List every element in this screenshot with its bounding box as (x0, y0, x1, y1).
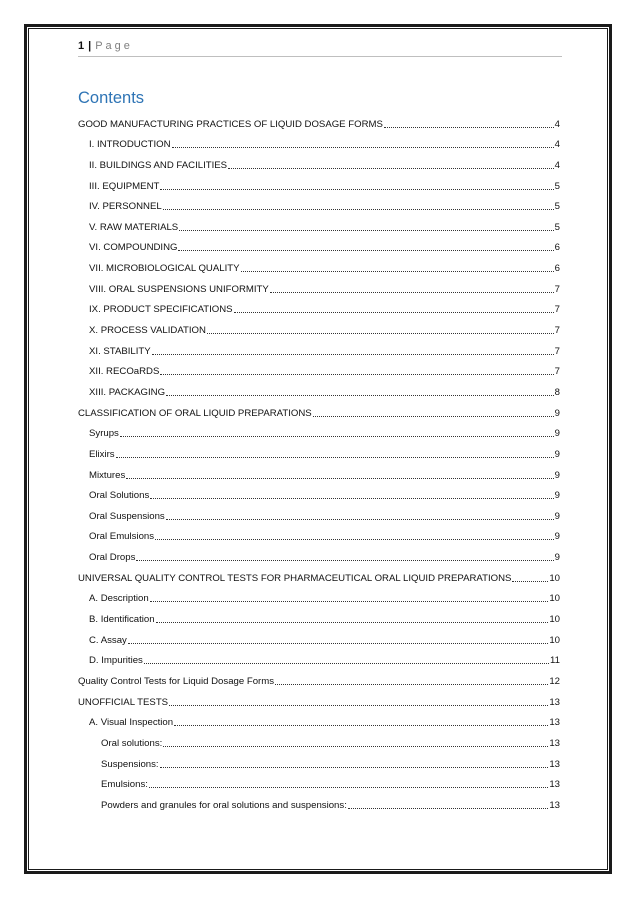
toc-dot-leader (179, 230, 553, 231)
toc-dot-leader (160, 767, 549, 768)
toc-entry-label[interactable]: Syrups (89, 428, 119, 440)
page-word: Page (95, 40, 133, 52)
toc-entry-page[interactable]: 7 (554, 366, 560, 378)
toc-entry[interactable] (78, 234, 560, 255)
toc-dot-leader (512, 581, 548, 582)
toc-entry[interactable] (78, 709, 560, 730)
toc-entry-page[interactable]: 13 (549, 779, 560, 791)
toc-entry-page[interactable]: 6 (554, 242, 560, 254)
toc-entry-page[interactable]: 4 (554, 139, 560, 151)
toc-entry-page[interactable]: 13 (549, 717, 560, 729)
toc-entry-label[interactable]: VII. MICROBIOLOGICAL QUALITY (89, 263, 240, 275)
toc-entry[interactable] (78, 378, 560, 399)
toc-entry-page[interactable]: 9 (554, 448, 560, 460)
toc-entry[interactable] (78, 502, 560, 523)
toc-entry[interactable] (78, 647, 560, 668)
toc-entry-label[interactable]: II. BUILDINGS AND FACILITIES (89, 159, 228, 171)
toc-entry[interactable] (78, 213, 560, 234)
toc-entry-page[interactable]: 9 (554, 552, 560, 564)
toc-dot-leader (120, 436, 554, 437)
toc-dot-leader (160, 189, 553, 190)
toc-entry-label[interactable]: UNIVERSAL QUALITY CONTROL TESTS FOR PHARMACEUTICAL ORAL LIQUID PREPARATIONS (78, 572, 512, 584)
toc-entry[interactable] (78, 482, 560, 503)
toc-dot-leader (144, 663, 549, 664)
toc-entry[interactable] (78, 440, 560, 461)
toc-entry-label[interactable]: XII. RECOaRDS (89, 366, 160, 378)
toc-entry-label[interactable]: V. RAW MATERIALS (89, 221, 179, 233)
toc-dot-leader (128, 643, 548, 644)
toc-entry-label[interactable]: D. Impurities (89, 655, 143, 667)
toc-entry[interactable] (78, 420, 560, 441)
toc-entry[interactable] (78, 543, 560, 564)
toc-dot-leader (163, 209, 554, 210)
toc-entry-label[interactable]: I. INTRODUCTION (89, 139, 171, 151)
toc-dot-leader (174, 725, 548, 726)
toc-entry[interactable] (78, 337, 560, 358)
toc-entry[interactable] (78, 461, 560, 482)
table-of-contents (78, 110, 560, 812)
toc-entry[interactable] (78, 771, 560, 792)
toc-entry-label[interactable]: VIII. ORAL SUSPENSIONS UNIFORMITY (89, 283, 269, 295)
toc-entry-page[interactable]: 10 (549, 572, 560, 584)
page-number: 1 (78, 40, 86, 52)
toc-entry-page[interactable]: 8 (554, 386, 560, 398)
toc-entry[interactable] (78, 131, 560, 152)
toc-entry-page[interactable]: 10 (549, 634, 560, 646)
toc-entry[interactable] (78, 564, 560, 585)
toc-entry-label[interactable]: GOOD MANUFACTURING PRACTICES OF LIQUID DOSAGE FORMS (78, 118, 383, 130)
toc-entry-page[interactable]: 9 (554, 469, 560, 481)
toc-entry-page[interactable]: 9 (554, 428, 560, 440)
toc-entry-label[interactable]: Elixirs (89, 448, 115, 460)
toc-entry-page[interactable]: 13 (549, 737, 560, 749)
toc-entry-page[interactable]: 9 (554, 407, 560, 419)
toc-entry[interactable] (78, 193, 560, 214)
toc-dot-leader (270, 292, 554, 293)
toc-entry-label[interactable]: Powders and granules for oral solutions and suspensions: (101, 799, 347, 811)
toc-entry[interactable] (78, 626, 560, 647)
toc-entry-label[interactable]: A. Description (89, 593, 149, 605)
toc-entry[interactable] (78, 688, 560, 709)
toc-entry-label[interactable]: B. Identification (89, 614, 155, 626)
toc-entry-label[interactable]: C. Assay (89, 634, 127, 646)
toc-entry-page[interactable]: 4 (554, 118, 560, 130)
toc-entry-page[interactable]: 7 (554, 283, 560, 295)
toc-entry[interactable] (78, 275, 560, 296)
toc-dot-leader (136, 560, 553, 561)
toc-dot-leader (160, 374, 553, 375)
toc-entry-label[interactable]: Oral Drops (89, 552, 136, 564)
toc-entry-label[interactable]: VI. COMPOUNDING (89, 242, 178, 254)
toc-entry-label[interactable]: Oral solutions: (101, 737, 163, 749)
toc-entry[interactable] (78, 316, 560, 337)
toc-entry-label[interactable]: Suspensions: (101, 758, 159, 770)
toc-dot-leader (126, 478, 553, 479)
toc-dot-leader (150, 601, 549, 602)
toc-entry[interactable] (78, 399, 560, 420)
toc-entry[interactable] (78, 667, 560, 688)
toc-entry-page[interactable]: 12 (549, 675, 560, 687)
toc-dot-leader (149, 787, 548, 788)
toc-entry-page[interactable]: 9 (554, 490, 560, 502)
toc-dot-leader (275, 684, 548, 685)
toc-entry-page[interactable]: 10 (549, 614, 560, 626)
toc-entry[interactable] (78, 523, 560, 544)
toc-entry-page[interactable]: 4 (554, 159, 560, 171)
toc-dot-leader (116, 457, 554, 458)
toc-entry-label[interactable]: A. Visual Inspection (89, 717, 174, 729)
toc-entry-page[interactable]: 5 (554, 221, 560, 233)
toc-entry[interactable] (78, 254, 560, 275)
toc-entry-label[interactable]: Quality Control Tests for Liquid Dosage Forms (78, 675, 275, 687)
toc-entry-label[interactable]: Oral Solutions (89, 490, 150, 502)
header-rule (78, 56, 562, 57)
toc-entry[interactable] (78, 358, 560, 379)
toc-entry-label[interactable]: XI. STABILITY (89, 345, 151, 357)
toc-entry-page[interactable]: 13 (549, 799, 560, 811)
toc-dot-leader (166, 519, 554, 520)
toc-entry-label[interactable]: Oral Emulsions (89, 531, 155, 543)
toc-entry-page[interactable]: 10 (549, 593, 560, 605)
toc-dot-leader (384, 127, 554, 128)
toc-entry-label[interactable]: X. PROCESS VALIDATION (89, 325, 206, 337)
toc-entry-label[interactable]: IV. PERSONNEL (89, 201, 162, 213)
toc-entry-page[interactable]: 7 (554, 304, 560, 316)
toc-entry-label[interactable]: IX. PRODUCT SPECIFICATIONS (89, 304, 233, 316)
toc-entry[interactable] (78, 110, 560, 131)
toc-dot-leader (150, 498, 553, 499)
toc-entry-page[interactable]: 7 (554, 345, 560, 357)
toc-dot-leader (172, 147, 554, 148)
toc-dot-leader (234, 312, 554, 313)
toc-entry[interactable] (78, 296, 560, 317)
toc-dot-leader (152, 354, 554, 355)
toc-dot-leader (207, 333, 554, 334)
toc-entry-page[interactable]: 13 (549, 758, 560, 770)
toc-entry[interactable] (78, 172, 560, 193)
toc-entry-page[interactable]: 5 (554, 201, 560, 213)
page-separator: | (88, 40, 93, 52)
toc-dot-leader (156, 622, 549, 623)
toc-entry[interactable] (78, 605, 560, 626)
toc-entry-label[interactable]: XIII. PACKAGING (89, 386, 166, 398)
toc-entry-page[interactable]: 7 (554, 325, 560, 337)
toc-entry-label[interactable]: III. EQUIPMENT (89, 180, 160, 192)
toc-dot-leader (228, 168, 554, 169)
toc-entry[interactable] (78, 585, 560, 606)
toc-entry-page[interactable]: 6 (554, 263, 560, 275)
toc-dot-leader (155, 539, 554, 540)
page-header (78, 40, 562, 56)
toc-dot-leader (163, 746, 548, 747)
toc-entry-label[interactable]: UNOFFICIAL TESTS (78, 696, 169, 708)
toc-entry-page[interactable]: 13 (549, 696, 560, 708)
toc-entry-page[interactable]: 9 (554, 531, 560, 543)
toc-dot-leader (241, 271, 554, 272)
toc-entry[interactable] (78, 151, 560, 172)
toc-dot-leader (178, 250, 553, 251)
toc-dot-leader (313, 416, 554, 417)
toc-entry-label[interactable]: Mixtures (89, 469, 126, 481)
toc-entry[interactable] (78, 729, 560, 750)
toc-entry-label[interactable]: CLASSIFICATION OF ORAL LIQUID PREPARATIONS (78, 407, 312, 419)
toc-dot-leader (169, 705, 548, 706)
toc-entry[interactable] (78, 750, 560, 771)
toc-entry-label[interactable]: Emulsions: (101, 779, 148, 791)
toc-entry-page[interactable]: 11 (550, 655, 560, 667)
toc-dot-leader (166, 395, 554, 396)
toc-entry-label[interactable]: Oral Suspensions (89, 510, 165, 522)
toc-dot-leader (348, 808, 548, 809)
toc-entry[interactable] (78, 791, 560, 812)
toc-entry-page[interactable]: 9 (554, 510, 560, 522)
contents-title: Contents (78, 89, 145, 107)
toc-entry-page[interactable]: 5 (554, 180, 560, 192)
